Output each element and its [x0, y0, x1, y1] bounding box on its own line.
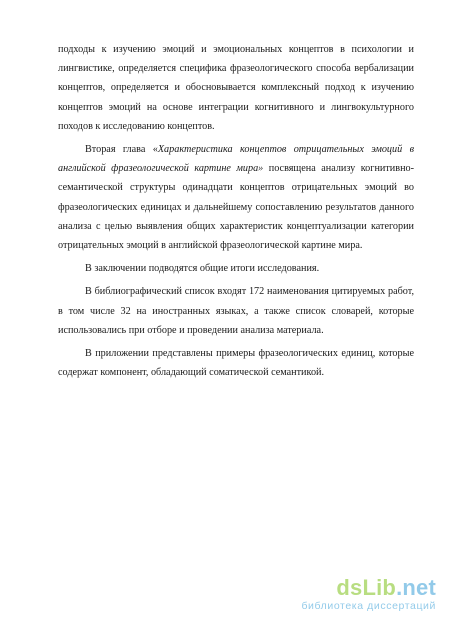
- paragraph-2: [58, 140, 414, 255]
- dslib-watermark: [301, 576, 436, 613]
- document-body: [58, 40, 414, 386]
- paragraph-2-rest: посвящена анализу когнитивно-семантической структуры одинадцати концептов отрицательных эмоций во фразеологических единицах и дальнейшему сопоставлению результатов данного анализа с целью выявления общих характеристик концептуализации категории отрицательных эмоций в английской фразеологической картине мира.: [58, 163, 415, 252]
- logo-part-net: .net: [396, 575, 436, 600]
- dslib-logo: [301, 576, 436, 600]
- paragraph-2-start: Вторая глава «: [85, 144, 158, 156]
- logo-part-dslib: dsLib: [336, 575, 397, 600]
- paragraph-4: В библиографический список входят 172 наименования цитируемых работ, в том числе 32 на иностранных языках, а также список словарей, которые использовались при отборе и проведении анализа материала.: [58, 286, 414, 336]
- paragraph-5: В приложении представлены примеры фразеологических единиц, которые содержат компонент, обладающий соматической семантикой.: [58, 348, 414, 379]
- watermark-subtitle: библиотека диссертаций: [301, 600, 436, 612]
- chapter-title: Характеристика концептов отрицательных эмоций в английской фразеологической картине мира»: [58, 144, 414, 175]
- paragraph-1: подходы к изучению эмоций и эмоциональных концептов в психологии и лингвистике, определяется специфика фразеологического способа вербализации концептов, определяется и обосновывается комплексный подход к изучению концептов эмоций на основе интеграции когнитивного и лингвокультурного походов к исследованию концептов.: [58, 44, 414, 132]
- paragraph-3: В заключении подводятся общие итоги исследования.: [85, 263, 320, 275]
